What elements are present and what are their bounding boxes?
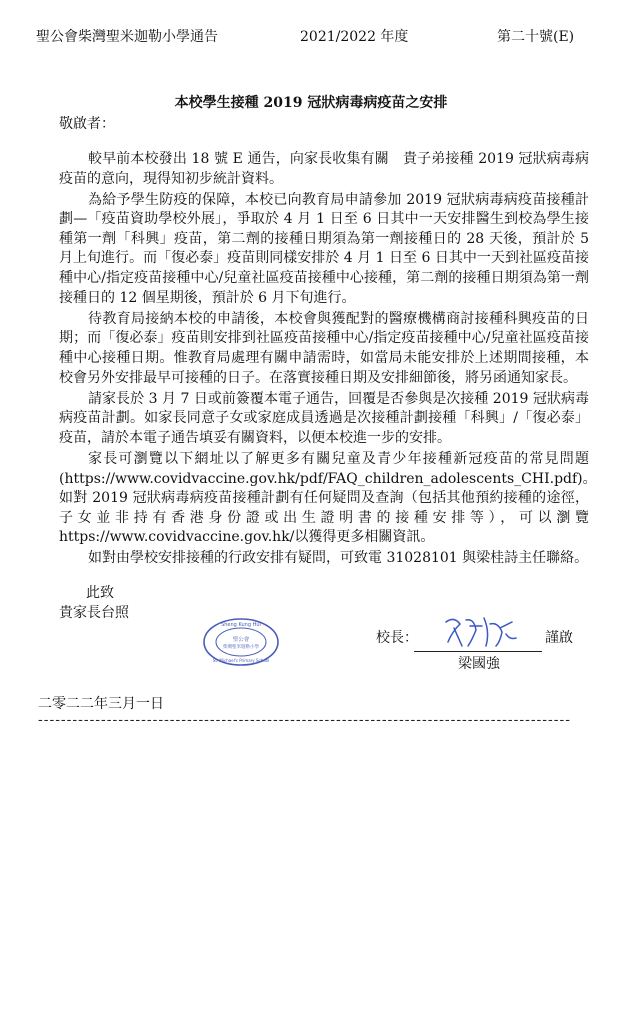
- paragraph-contact: 如對由學校安排接種的行政安排有疑問，可致電 31028101 與梁桂詩主任聯絡。: [88, 550, 589, 567]
- paragraph-reply-request: 請家長於 3 月 7 日或前簽覆本電子通告，回覆是否參與是次接種 2019 冠狀病毒病疫苗計劃。如家長同意子女或家庭成員透過是次接種計劃接種「科興」/「復必泰」疫苗，請於本電子通告填妥有關資料，以便本校進一步的安排。: [59, 390, 589, 446]
- seal-top-text: Sheng Kung Hui: [221, 622, 261, 628]
- closing-addressee: 貴家長台照: [59, 605, 129, 621]
- school-notice-heading: 聖公會柴灣聖米迦勒小學通告: [36, 29, 218, 45]
- paragraph-intention-survey: 較早前本校發出 18 號 E 通告，向家長收集有關 貴子弟接種 2019 冠狀病毒病疫苗的意向，現得知初步統計資料。: [59, 151, 589, 187]
- paragraph-more-info: 家長可瀏覽以下網址以了解更多有關兒童及青少年接種新冠疫苗的常見問題(https://www.covidvaccine.gov.hk/pdf/FAQ_children_adolescents_CHI.pdf)。如對 2019 冠狀病毒病疫苗接種計劃有任何疑問及查詢（包括其他預約接種的途徑，子女並非持有香港身份證或出生證明書的接種安排等），可以瀏覽 https://www.covidvaccine.gov.hk/以獲得更多相關資訊。: [59, 450, 597, 546]
- seal-center-text-2: 柴灣聖米迦勒小學: [223, 645, 259, 650]
- notice-number: 第二十號(E): [497, 29, 575, 45]
- seal-center-text: 聖公會: [232, 637, 250, 643]
- principal-name: 梁國強: [458, 656, 500, 672]
- seal-bottom-text: St. Michael's Primary School: [212, 658, 270, 663]
- handwritten-signature: [440, 612, 520, 652]
- notice-title: 本校學生接種 2019 冠狀病毒病疫苗之安排: [174, 95, 448, 111]
- school-seal: [202, 617, 280, 667]
- notice-body: [59, 150, 597, 570]
- cut-line: ---------------------------------------------------------------------------------------------: [38, 712, 571, 728]
- signature-line: [414, 651, 542, 652]
- closing-line: 此致: [86, 585, 114, 601]
- school-year: 2021/2022 年度: [300, 29, 409, 45]
- paragraph-arrangement: 待教育局接納本校的申請後，本校會與獲配對的醫療機構商討接種科興疫苗的日期；而「復必泰」疫苗則安排到社區疫苗接種中心/指定疫苗接種中心/兒童社區疫苗接種中心接種日期。惟教育局處理有關申請需時，如當局未能安排於上述期間接種，本校會另外安排最早可接種的日子。在落實接種日期及安排細節後，將另函通知家長。: [59, 310, 589, 386]
- salutation: 敬啟者：: [59, 116, 115, 132]
- notice-date: 二零二二年三月一日: [38, 696, 164, 712]
- principal-label: 校長：: [376, 630, 418, 646]
- paragraph-vaccination-plan: 為給予學生防疫的保障，本校已向教育局申請參加 2019 冠狀病毒病疫苗接種計劃—「疫苗資助學校外展」，爭取於 4 月 1 日至 6 日其中一天安排醫生到校為學生接種第一劑「科興」疫苗，第二劑的接種日期須為第一劑接種日的 28 天後，預計於 5 月上旬進行。而「復必泰」疫苗則同樣安排於 4 月 1 日至 6 日其中一天到社區疫苗接種中心/指定疫苗接種中心/兒童社區疫苗接種中心接種，第二劑的接種日期須為第一劑接種日的 12 個星期後，預計於 6 月下旬進行。: [59, 191, 589, 306]
- respectfully-text: 謹啟: [545, 630, 573, 646]
